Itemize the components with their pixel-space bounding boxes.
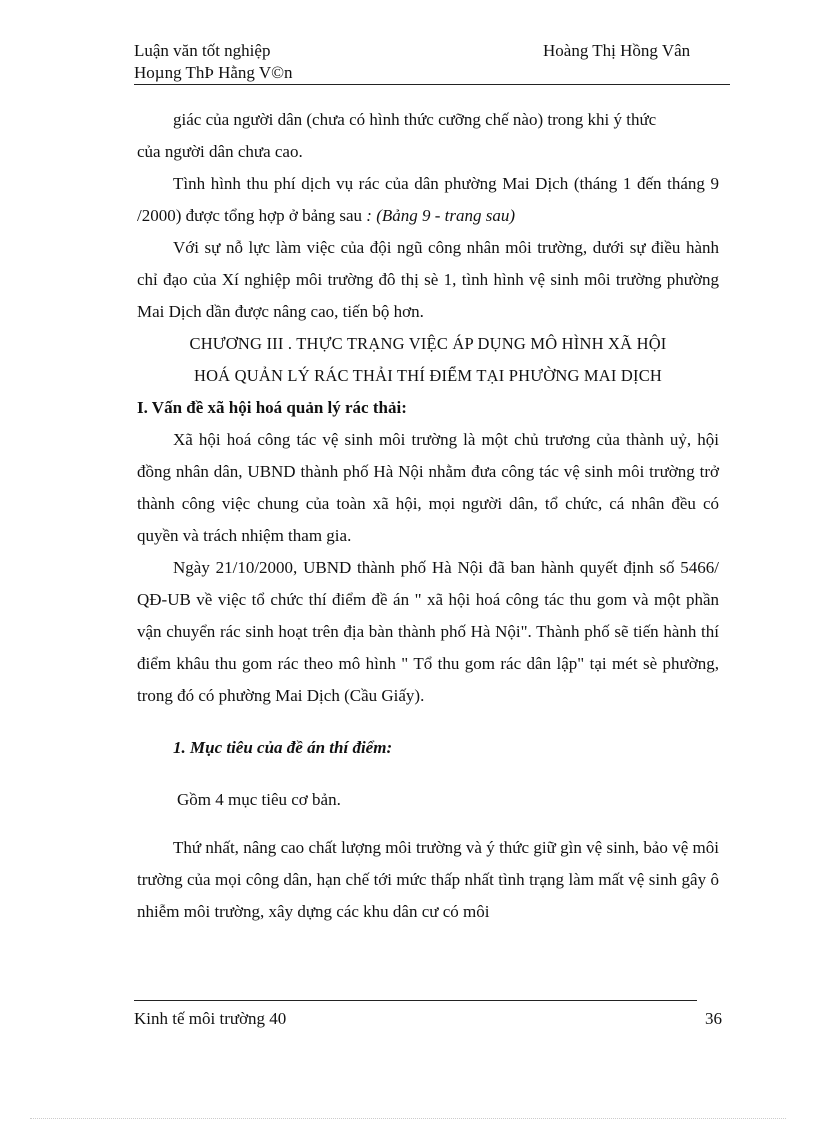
footer-course-title: Kinh tế môi trường 40 [134, 1009, 287, 1028]
paragraph-5: Ngày 21/10/2000, UBND thành phố Hà Nội đã ban hành quyết định số 5466/ QĐ-UB về việc tổ chức thí điểm đề án " xã hội hoá công tác thu gom và một phần vận chuyển rác sinh hoạt trên địa bàn thành phố Hà Nội". Thành phố sẽ tiến hành thí điểm khâu thu gom rác theo mô hình " Tổ thu gom rác dân lập" tại mét sè phường, trong đó có phường Mai Dịch (Cầu Giấy). [137, 558, 719, 705]
header-left-author: Hoµng ThÞ Hằng V©n [134, 63, 293, 82]
paragraph-1-line-2: của người dân chưa cao. [137, 142, 303, 161]
paragraph-1-line-1: giác của người dân (chưa có hình thức cưỡng chế nào) trong khi ý thức [173, 110, 657, 129]
header-left-title: Luận văn tốt nghiệp [134, 41, 271, 60]
chapter-title-line-1: CHƯƠNG III . THỰC TRẠNG VIỆC ÁP DỤNG MÔ HÌNH XÃ HỘI [189, 334, 667, 353]
paragraph-6: Gồm 4 mục tiêu cơ bản. [177, 790, 341, 809]
chapter-title-line-2: HOÁ QUẢN LÝ RÁC THẢI THÍ ĐIỂM TẠI PHƯỜNG MAI DỊCH [193, 366, 663, 385]
document-body [137, 104, 719, 928]
footer-divider [134, 1000, 697, 1001]
paragraph-2 [137, 168, 719, 232]
spacer [137, 712, 719, 732]
header-divider [134, 84, 730, 85]
footer-page-number: 36 [705, 1009, 722, 1028]
paragraph-4: Xã hội hoá công tác vệ sinh môi trường là một chủ trương của thành uỷ, hội đồng nhân dân, UBND thành phố Hà Nội nhằm đưa công tác vệ sinh môi trường trở thành công việc chung của toàn xã hội, mọi người dân, tổ chức, cá nhân đều có quyền và trách nhiệm tham gia. [137, 430, 719, 545]
paragraph-2-text: Tình hình thu phí dịch vụ rác của dân phường Mai Dịch (tháng 1 đến tháng 9 /2000) được tổng hợp ở bảng sau [137, 174, 719, 225]
subsection-heading: 1. Mục tiêu của đề án thí điểm: [173, 738, 393, 757]
paragraph-2-table-reference: : (Bảng 9 - trang sau) [366, 206, 516, 225]
section-heading: I. Vấn đề xã hội hoá quản lý rác thải: [137, 398, 407, 417]
header-right-author: Hoàng Thị Hồng Vân [543, 41, 691, 60]
spacer [137, 764, 719, 784]
spacer [137, 816, 719, 832]
paragraph-7: Thứ nhất, nâng cao chất lượng môi trường và ý thức giữ gìn vệ sinh, bảo vệ môi trường của mọi công dân, hạn chế tới mức thấp nhất tình trạng làm mất vệ sinh gây ô nhiễm môi trường, xây dựng các khu dân cư có môi [137, 838, 719, 921]
paragraph-3: Với sự nỗ lực làm việc của đội ngũ công nhân môi trường, dưới sự điều hành chỉ đạo của Xí nghiệp môi trường đô thị sè 1, tình hình vệ sinh môi trường phường Mai Dịch dần được nâng cao, tiến bộ hơn. [137, 238, 719, 321]
page-edge-divider [30, 1118, 786, 1119]
